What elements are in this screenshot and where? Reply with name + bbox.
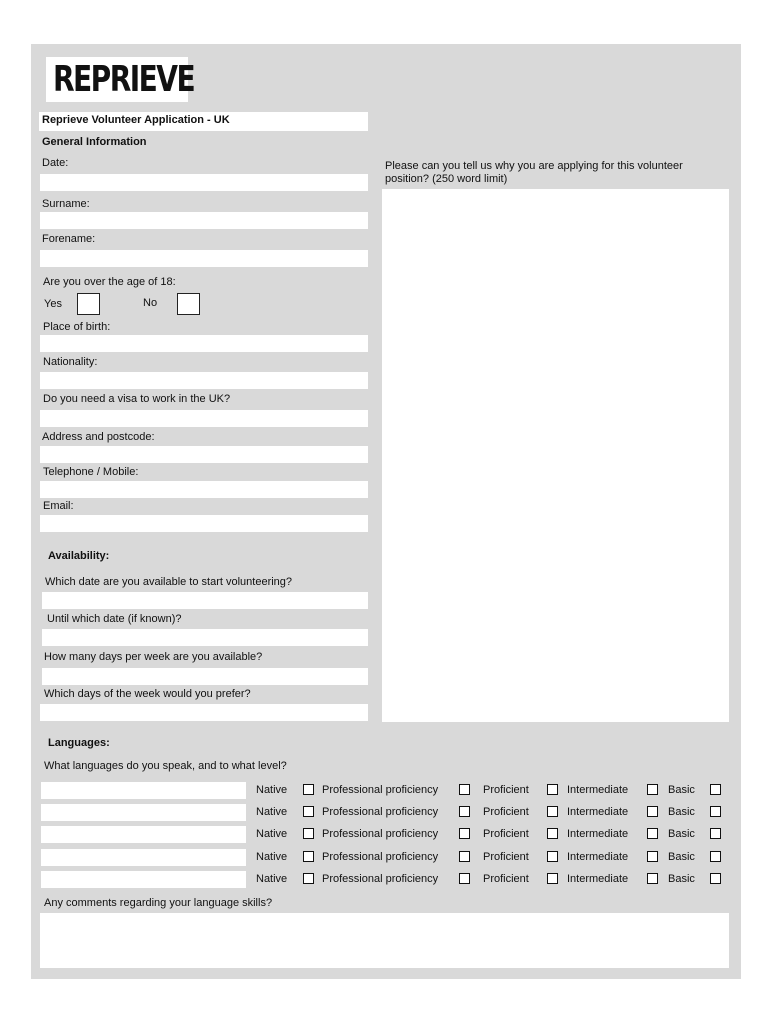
level-checkbox[interactable] (303, 784, 314, 795)
level-label: Intermediate (567, 828, 629, 840)
level-label: Professional proficiency (322, 873, 439, 885)
level-label: Native (256, 784, 288, 796)
level-checkbox[interactable] (710, 851, 721, 862)
level-label: Proficient (483, 806, 529, 818)
address-label: Address and postcode: (42, 431, 155, 443)
level-checkbox[interactable] (647, 851, 658, 862)
section-languages-heading: Languages: (48, 737, 110, 749)
over-18-label: Are you over the age of 18: (43, 276, 176, 288)
until-date-label: Until which date (if known)? (47, 613, 182, 625)
level-label: Basic (668, 784, 695, 796)
yes-checkbox[interactable] (77, 293, 100, 315)
level-checkbox[interactable] (303, 806, 314, 817)
level-label: Basic (668, 828, 695, 840)
level-label: Basic (668, 851, 695, 863)
nationality-label: Nationality: (43, 356, 98, 368)
level-label: Intermediate (567, 784, 629, 796)
email-label: Email: (43, 500, 74, 512)
language-comments-textarea[interactable] (40, 913, 729, 968)
level-checkbox[interactable] (710, 784, 721, 795)
days-per-week-field[interactable] (42, 668, 368, 685)
language-name-field[interactable] (41, 871, 246, 888)
forename-field[interactable] (40, 250, 368, 267)
level-label: Proficient (483, 828, 529, 840)
address-field[interactable] (40, 446, 368, 463)
surname-field[interactable] (40, 212, 368, 229)
level-checkbox[interactable] (303, 851, 314, 862)
level-label: Basic (668, 873, 695, 885)
level-checkbox[interactable] (459, 828, 470, 839)
level-label: Intermediate (567, 851, 629, 863)
forename-label: Forename: (42, 233, 96, 245)
preferred-days-field[interactable] (40, 704, 368, 721)
level-label: Native (256, 851, 288, 863)
level-checkbox[interactable] (647, 828, 658, 839)
level-label: Native (256, 806, 288, 818)
nationality-field[interactable] (40, 372, 368, 389)
level-checkbox[interactable] (459, 851, 470, 862)
days-per-week-label: How many days per week are you available? (44, 651, 263, 663)
language-name-field[interactable] (41, 804, 246, 821)
level-checkbox[interactable] (710, 873, 721, 884)
email-field[interactable] (40, 515, 368, 532)
level-label: Professional proficiency (322, 851, 439, 863)
level-label: Intermediate (567, 873, 629, 885)
start-date-field[interactable] (42, 592, 368, 609)
level-checkbox[interactable] (647, 806, 658, 817)
level-checkbox[interactable] (547, 873, 558, 884)
language-name-field[interactable] (41, 849, 246, 866)
section-general-heading: General Information (42, 136, 147, 148)
language-name-field[interactable] (41, 782, 246, 799)
place-of-birth-label: Place of birth: (43, 321, 111, 333)
level-label: Professional proficiency (322, 806, 439, 818)
level-checkbox[interactable] (547, 828, 558, 839)
place-of-birth-field[interactable] (40, 335, 368, 352)
date-field[interactable] (40, 174, 368, 191)
yes-label: Yes (44, 298, 62, 310)
level-checkbox[interactable] (647, 784, 658, 795)
level-checkbox[interactable] (459, 806, 470, 817)
level-checkbox[interactable] (459, 784, 470, 795)
level-label: Basic (668, 806, 695, 818)
level-label: Native (256, 873, 288, 885)
level-checkbox[interactable] (547, 851, 558, 862)
level-checkbox[interactable] (647, 873, 658, 884)
level-checkbox[interactable] (547, 806, 558, 817)
date-label: Date: (42, 157, 69, 169)
level-label: Proficient (483, 873, 529, 885)
level-label: Professional proficiency (322, 784, 439, 796)
visa-field[interactable] (40, 410, 368, 427)
preferred-days-label: Which days of the week would you prefer? (44, 688, 251, 700)
level-label: Proficient (483, 784, 529, 796)
surname-label: Surname: (42, 198, 90, 210)
level-label: Professional proficiency (322, 828, 439, 840)
section-availability-heading: Availability: (48, 550, 110, 562)
languages-prompt: What languages do you speak, and to what level? (44, 760, 287, 772)
visa-label: Do you need a visa to work in the UK? (43, 393, 231, 405)
level-checkbox[interactable] (303, 828, 314, 839)
level-checkbox[interactable] (303, 873, 314, 884)
until-date-field[interactable] (42, 629, 368, 646)
language-comments-label: Any comments regarding your language skills? (44, 897, 273, 909)
level-checkbox[interactable] (710, 828, 721, 839)
level-label: Native (256, 828, 288, 840)
level-checkbox[interactable] (459, 873, 470, 884)
level-label: Proficient (483, 851, 529, 863)
level-checkbox[interactable] (547, 784, 558, 795)
language-name-field[interactable] (41, 826, 246, 843)
level-checkbox[interactable] (710, 806, 721, 817)
no-label: No (143, 297, 158, 309)
reprieve-logo: REPRIEVE (46, 57, 188, 102)
form-title: Reprieve Volunteer Application - UK (42, 114, 230, 126)
telephone-label: Telephone / Mobile: (43, 466, 139, 478)
no-checkbox[interactable] (177, 293, 200, 315)
why-applying-textarea[interactable] (382, 189, 729, 722)
why-applying-prompt: Please can you tell us why you are applying for this volunteer position? (250 word limit) (385, 160, 683, 185)
telephone-field[interactable] (40, 481, 368, 498)
level-label: Intermediate (567, 806, 629, 818)
start-date-label: Which date are you available to start volunteering? (45, 576, 293, 588)
